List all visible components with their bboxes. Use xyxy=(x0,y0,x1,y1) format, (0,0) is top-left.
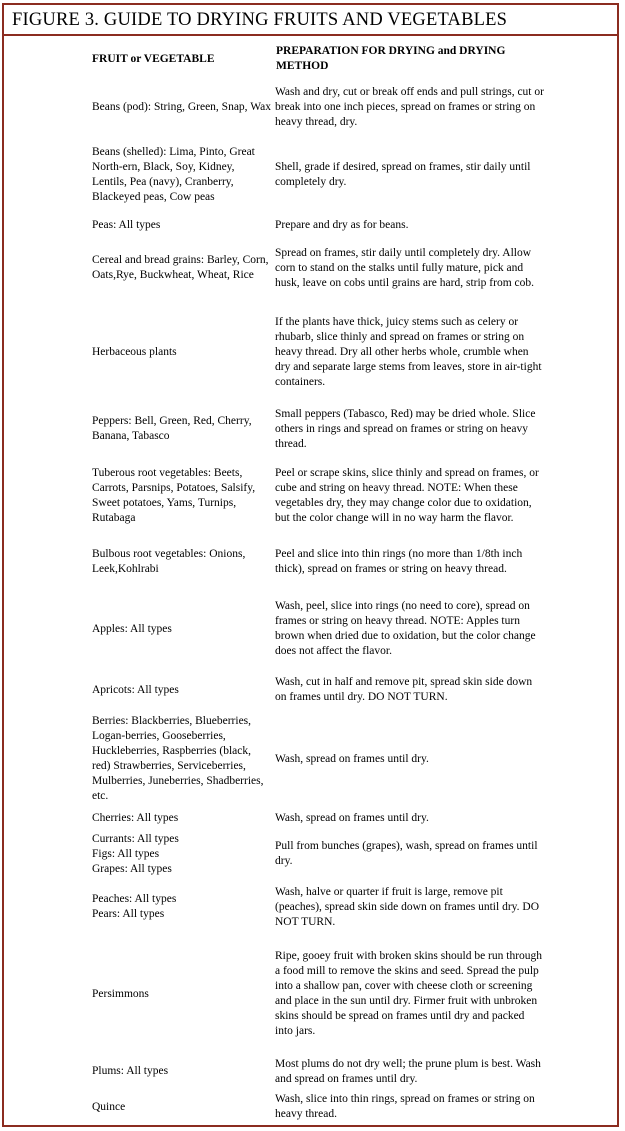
method-cell xyxy=(275,880,545,934)
table-row xyxy=(4,236,617,300)
table-row xyxy=(4,135,617,215)
item-cell xyxy=(92,403,272,455)
method-text: Most plums do not dry well; the prune plum is best. Wash and spread on frames until dry. xyxy=(275,1057,541,1085)
method-cell xyxy=(275,588,545,670)
method-text: Wash, spread on frames until dry. xyxy=(275,752,429,765)
item-text: Bulbous root vegetables: Onions, Leek,Kohlrabi xyxy=(92,548,246,575)
method-text: Wash, cut in half and remove pit, spread skin side down on frames until dry. DO NOT TURN. xyxy=(275,676,533,703)
item-text: Tuberous root vegetables: Beets, Carrots, Parsnips, Potatoes, Salsify, Sweet potatoes, Yams, Turnips, Rutabaga xyxy=(92,467,256,524)
method-text: Ripe, gooey fruit with broken skins should be run through a food mill to remove the skins and seed. Spread the pulp into a shallow pan, cover with cheese cloth or screening and place in the sun until dry. Firmer fruit with unbroken skins should be spread on frames until dry and packed into jars. xyxy=(275,950,543,1037)
item-text: Persimmons xyxy=(92,987,149,1000)
item-text: Cereal and bread grains: Barley, Corn, Oats,Rye, Buckwheat, Wheat, Rice xyxy=(92,254,269,281)
method-cell xyxy=(275,135,545,215)
item-cell xyxy=(92,671,272,709)
table-row xyxy=(4,215,617,235)
method-text: Wash, slice into thin rings, spread on frames or string on heavy thread. xyxy=(275,1093,535,1120)
table-row xyxy=(4,588,617,670)
method-text: Wash and dry, cut or break off ends and pull strings, cut or break into one inch pieces, spread on frames or string on heavy thread, dry. xyxy=(275,86,544,128)
method-cell xyxy=(275,935,545,1053)
method-cell xyxy=(275,829,545,879)
item-cell xyxy=(92,588,272,670)
item-text: Plums: All types xyxy=(92,1065,169,1077)
table-row xyxy=(4,537,617,587)
table-row xyxy=(4,935,617,1053)
item-text: Currants: All types Figs: All types Grapes: All types xyxy=(92,832,179,875)
method-cell xyxy=(275,537,545,587)
table-row xyxy=(4,1091,617,1123)
method-cell xyxy=(275,80,545,135)
method-cell xyxy=(275,215,545,235)
item-cell xyxy=(92,829,272,879)
method-text: Wash, halve or quarter if fruit is large, remove pit (peaches), spread skin side down on frames until dry. DO NOT TURN. xyxy=(275,885,540,928)
method-cell xyxy=(275,301,545,403)
item-text: Peas: All types xyxy=(92,218,161,231)
method-text: Small peppers (Tabasco, Red) may be dried whole. Slice others in rings and spread on frames or string on heavy thread. xyxy=(275,407,536,450)
method-text: Peel and slice into thin rings (no more than 1/8th inch thick), spread on frames or string on heavy thread. xyxy=(275,548,523,575)
item-text: Beans (shelled): Lima, Pinto, Great North-ern, Black, Soy, Kidney, Lentils, Pea (navy), Cranberry, Blackeyed peas, Cow peas xyxy=(92,146,255,203)
item-cell xyxy=(92,880,272,934)
item-text: Beans (pod): String, Green, Snap, Wax xyxy=(92,101,271,113)
item-cell xyxy=(92,457,272,535)
item-text: Berries: Blackberries, Blueberries, Logan-berries, Gooseberries, Huckleberries, Raspberries (black, red) Strawberries, Serviceberries, Mulberries, Juneberries, Shadberries, etc. xyxy=(92,715,264,802)
method-text: If the plants have thick, juicy stems such as celery or rhubarb, slice thinly and spread on frames or string on heavy thread. Dry all other herbs whole, crumble when dry and separate large stems from leaves, store in air-tight containers. xyxy=(275,315,542,388)
method-cell xyxy=(275,1091,545,1123)
method-cell xyxy=(275,710,545,808)
figure-frame xyxy=(2,3,619,1127)
item-cell xyxy=(92,808,272,828)
method-text: Pull from bunches (grapes), wash, spread on frames until dry. xyxy=(275,840,538,867)
table-row xyxy=(4,710,617,808)
method-cell xyxy=(275,671,545,709)
column-header-item: FRUIT or VEGETABLE xyxy=(92,53,215,65)
item-text: Apricots: All types xyxy=(92,683,179,696)
item-text: Quince xyxy=(92,1100,126,1113)
item-text: Herbaceous plants xyxy=(92,345,177,358)
item-text: Peppers: Bell, Green, Red, Cherry, Banana, Tabasco xyxy=(92,415,252,442)
method-cell xyxy=(275,403,545,455)
item-text: Apples: All types xyxy=(92,622,172,635)
table-row xyxy=(4,403,617,455)
column-header-method: PREPARATION FOR DRYING and DRYING METHOD xyxy=(276,45,506,72)
item-cell xyxy=(92,1091,272,1123)
table-row xyxy=(4,1053,617,1090)
table-row xyxy=(4,880,617,934)
item-cell xyxy=(92,301,272,403)
item-cell xyxy=(92,236,272,300)
table-row xyxy=(4,80,617,135)
method-text: Prepare and dry as for beans. xyxy=(275,218,409,231)
item-text: Peaches: All types Pears: All types xyxy=(92,893,177,920)
method-cell xyxy=(275,808,545,828)
method-text: Spread on frames, stir daily until completely dry. Allow corn to stand on the stalks until fully mature, pick and husk, leave on cobs until grains are hard, strip from cob. xyxy=(275,246,535,289)
title-bar xyxy=(4,5,617,36)
table-row xyxy=(4,457,617,535)
method-cell xyxy=(275,1053,545,1090)
item-cell xyxy=(92,1053,272,1090)
figure-title: FIGURE 3. GUIDE TO DRYING FRUITS AND VEGETABLES xyxy=(12,10,508,30)
table-row xyxy=(4,829,617,879)
table-row xyxy=(4,301,617,403)
item-text: Cherries: All types xyxy=(92,811,179,824)
item-cell xyxy=(92,710,272,808)
method-text: Shell, grade if desired, spread on frames, stir daily until completely dry. xyxy=(275,161,531,188)
method-text: Wash, spread on frames until dry. xyxy=(275,811,429,824)
method-cell xyxy=(275,457,545,535)
item-cell xyxy=(92,80,272,135)
item-cell xyxy=(92,935,272,1053)
table-row xyxy=(4,808,617,828)
method-cell xyxy=(275,236,545,300)
method-text: Wash, peel, slice into rings (no need to core), spread on frames or string on heavy thread. NOTE: Apples turn brown when dried due to oxidation, but the color change does not affect the flavor. xyxy=(275,600,536,657)
method-text: Peel or scrape skins, slice thinly and spread on frames, or cube and string on heavy thread. NOTE: When these vegetables dry, they may change color due to oxidation, but the color change will in no way harm the flavor. xyxy=(275,467,539,524)
item-cell xyxy=(92,135,272,215)
item-cell xyxy=(92,215,272,235)
table-row xyxy=(4,671,617,709)
item-cell xyxy=(92,537,272,587)
